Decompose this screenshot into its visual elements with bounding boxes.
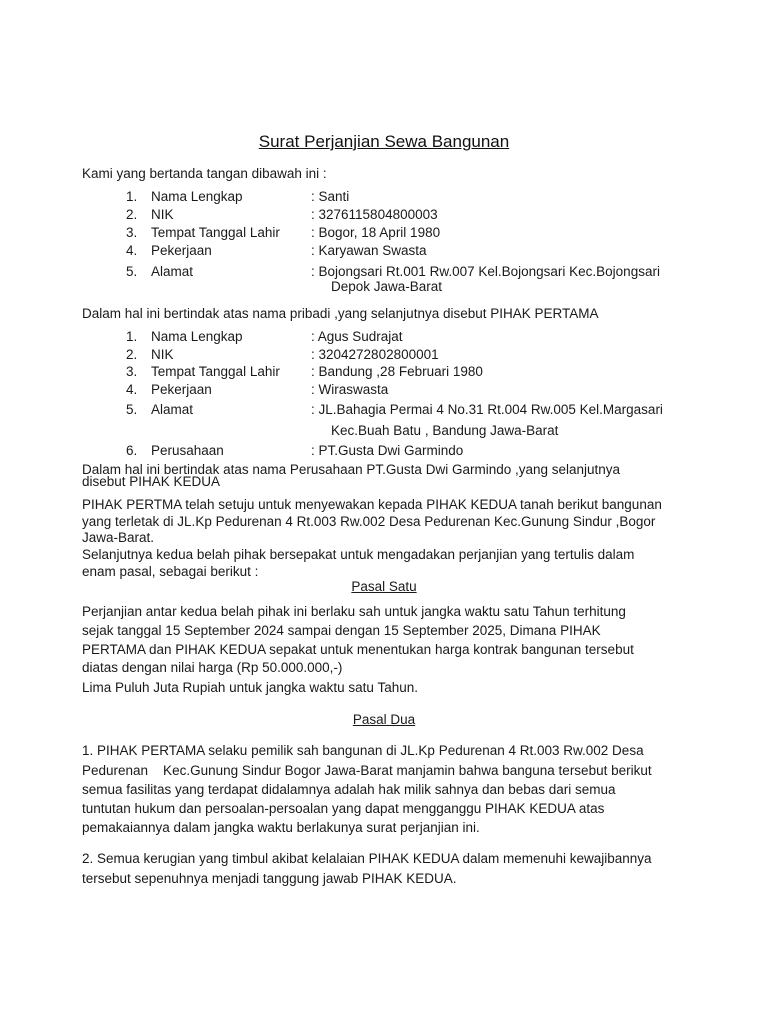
party2-row — [0, 329, 768, 347]
item-number: 3. — [126, 225, 138, 240]
pasal-dua-line: semua fasilitas yang terdapat didalamnya adalah hak milik sahnya dan bebas dari semua — [82, 782, 616, 797]
party2-row — [0, 443, 768, 461]
field-label: Nama Lengkap — [151, 329, 243, 344]
agreement-line: yang terletak di JL.Kp Pedurenan 4 Rt.003 Rw.002 Desa Pedurenan Kec.Gunung Sindur ,Bogor — [82, 514, 656, 529]
item-number: 6. — [126, 443, 138, 458]
item-number: 5. — [126, 264, 138, 279]
field-value: : Santi — [311, 189, 350, 204]
intro-text: Kami yang bertanda tangan dibawah ini : — [82, 166, 327, 181]
field-label: Perusahaan — [151, 443, 224, 458]
pasal-dua-line: tersebut sepenuhnya menjadi tanggung jawab PIHAK KEDUA. — [82, 871, 457, 886]
field-label: Pekerjaan — [151, 243, 212, 258]
field-label: NIK — [151, 347, 174, 362]
field-value: : Bandung ,28 Februari 1980 — [311, 364, 483, 379]
field-value: : 3276115804800003 — [311, 207, 438, 222]
party2-row — [0, 382, 768, 400]
item-number: 2. — [126, 347, 138, 362]
field-value: : Wiraswasta — [311, 382, 389, 397]
item-number: 2. — [126, 207, 138, 222]
field-value: : Agus Sudrajat — [311, 329, 403, 344]
party2-row — [0, 347, 768, 365]
item-number: 5. — [126, 402, 138, 417]
party1-row — [0, 243, 768, 261]
field-label: Tempat Tanggal Lahir — [151, 225, 280, 240]
field-value: : PT.Gusta Dwi Garmindo — [311, 443, 464, 458]
party2-statement-line: disebut PIHAK KEDUA — [82, 474, 221, 489]
field-label: Alamat — [151, 264, 194, 279]
party2-statement-line: Dalam hal ini bertindak atas nama Perusahaan PT.Gusta Dwi Garmindo ,yang selanjutnya — [82, 462, 621, 477]
field-label: Nama Lengkap — [151, 189, 243, 204]
pasal-dua-line: 2. Semua kerugian yang timbul akibat kelalaian PIHAK KEDUA dalam memenuhi kewajibannya — [82, 851, 652, 866]
pasal-dua-line: tuntutan hukum dan persoalan-persoalan yang dapat mengganggu PIHAK KEDUA atas — [82, 801, 605, 816]
pasal-satu-line: Perjanjian antar kedua belah pihak ini berlaku sah untuk jangka waktu satu Tahun terhitung — [82, 604, 626, 619]
agreement-line: enam pasal, sebagai berikut : — [82, 564, 259, 579]
pasal-satu-line: sejak tanggal 15 September 2024 sampai dengan 15 September 2025, Dimana PIHAK — [82, 623, 601, 638]
party2-row — [0, 402, 768, 420]
pasal-dua-line: Pedurenan Kec.Gunung Sindur Bogor Jawa-Barat manjamin bahwa banguna tersebut berikut — [82, 763, 652, 778]
item-number: 4. — [126, 382, 138, 397]
pasal-satu-line: diatas dengan nilai harga (Rp 50.000.000,-) — [82, 660, 343, 675]
field-value: : Bojongsari Rt.001 Rw.007 Kel.Bojongsari Kec.Bojongsari — [311, 264, 660, 279]
agreement-line: Selanjutnya kedua belah pihak bersepakat untuk mengadakan perjanjian yang tertulis dalam — [82, 547, 635, 562]
party1-row — [0, 189, 768, 207]
item-number: 3. — [126, 364, 138, 379]
party1-row — [0, 225, 768, 243]
item-number: 1. — [126, 329, 138, 344]
agreement-line: PIHAK PERTMA telah setuju untuk menyewakan kepada PIHAK KEDUA tanah berikut bangunan — [82, 497, 662, 512]
pasal-dua-heading: Pasal Dua — [352, 712, 416, 727]
field-label: Tempat Tanggal Lahir — [151, 364, 280, 379]
agreement-line: Jawa-Barat. — [82, 530, 155, 545]
field-label: Alamat — [151, 402, 194, 417]
document-title: Surat Perjanjian Sewa Bangunan — [258, 132, 510, 151]
item-number: 1. — [126, 189, 138, 204]
pasal-dua-line: pemakaiannya dalam jangka waktu berlakunya surat perjanjian ini. — [82, 820, 480, 835]
field-value: : 3204272802800001 — [311, 347, 439, 362]
party1-statement: Dalam hal ini bertindak atas nama pribadi ,yang selanjutnya disebut PIHAK PERTAMA — [82, 306, 599, 321]
pasal-satu-line: PERTAMA dan PIHAK KEDUA sepakat untuk menentukan harga kontrak bangunan tersebut — [82, 642, 634, 657]
party1-row — [0, 207, 768, 225]
field-label: NIK — [151, 207, 174, 222]
address-continuation: Kec.Buah Batu , Bandung Jawa-Barat — [331, 423, 559, 438]
item-number: 4. — [126, 243, 138, 258]
party2-row — [0, 364, 768, 382]
field-value: : Karyawan Swasta — [311, 243, 427, 258]
pasal-satu-line: Lima Puluh Juta Rupiah untuk jangka waktu satu Tahun. — [82, 680, 418, 695]
pasal-satu-heading: Pasal Satu — [351, 579, 417, 594]
field-value: : Bogor, 18 April 1980 — [311, 225, 441, 240]
pasal-dua-line: 1. PIHAK PERTAMA selaku pemilik sah bangunan di JL.Kp Pedurenan 4 Rt.003 Rw.002 Desa — [82, 743, 644, 758]
field-label: Pekerjaan — [151, 382, 212, 397]
field-value: : JL.Bahagia Permai 4 No.31 Rt.004 Rw.005 Kel.Margasari — [311, 402, 663, 417]
address-continuation: Depok Jawa-Barat — [331, 279, 443, 294]
